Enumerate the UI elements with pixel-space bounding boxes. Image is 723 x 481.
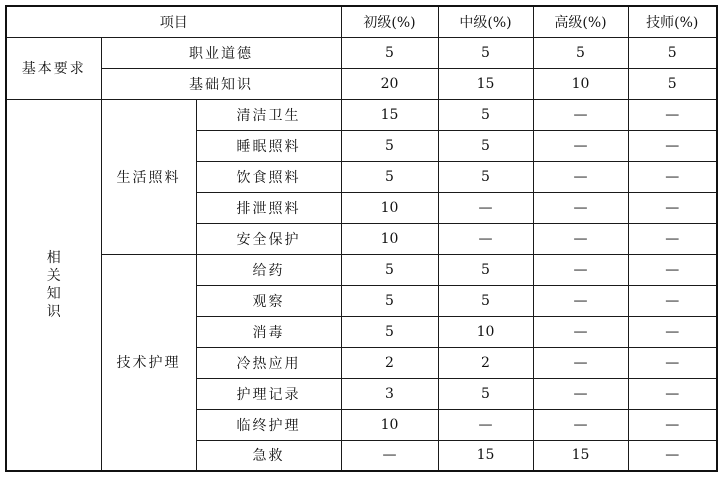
cell-value: — [628,409,717,440]
cell-value: 5 [341,316,438,347]
table-wrapper [5,5,718,472]
cell-value: 5 [438,254,533,285]
cell-value: 3 [341,378,438,409]
cell-value: 15 [341,99,438,130]
table-row [6,68,717,99]
cell-value: 5 [438,99,533,130]
cell-value: — [628,254,717,285]
row-name: 给药 [196,254,341,285]
cell-value: — [628,347,717,378]
cell-value: 5 [438,285,533,316]
cell-value: — [533,130,628,161]
weighting-table [5,5,718,472]
cell-value: 5 [341,254,438,285]
cell-value: 2 [341,347,438,378]
cell-value: — [533,161,628,192]
row-name: 安全保护 [196,223,341,254]
cell-value: — [628,192,717,223]
row-name: 饮食照料 [196,161,341,192]
row-name: 睡眠照料 [196,130,341,161]
cell-value: — [533,316,628,347]
cell-value: 5 [341,161,438,192]
table-row [6,37,717,68]
cell-value: 10 [438,316,533,347]
subgroup-technical-care: 技术护理 [101,254,196,471]
row-name: 急救 [196,440,341,471]
cell-value: — [438,409,533,440]
row-name: 基础知识 [101,68,341,99]
header-row [6,6,717,37]
cell-value: 5 [438,37,533,68]
group-related-knowledge-label: 相关知识 [46,249,61,320]
cell-value: 20 [341,68,438,99]
table-row [6,99,717,130]
cell-value: 5 [341,37,438,68]
cell-value: — [628,130,717,161]
group-basic-requirements: 基本要求 [6,37,101,99]
cell-value: 5 [341,130,438,161]
cell-value: 5 [438,130,533,161]
row-name: 临终护理 [196,409,341,440]
cell-value: — [628,99,717,130]
cell-value: — [533,347,628,378]
row-name: 观察 [196,285,341,316]
cell-value: — [628,223,717,254]
cell-value: 10 [341,409,438,440]
row-name: 清洁卫生 [196,99,341,130]
cell-value: 15 [533,440,628,471]
cell-value: — [533,223,628,254]
cell-value: 10 [533,68,628,99]
cell-value: — [341,440,438,471]
header-level-technician: 技师(%) [628,6,717,37]
cell-value: — [533,285,628,316]
cell-value: 5 [341,285,438,316]
header-level-senior: 高级(%) [533,6,628,37]
cell-value: — [628,378,717,409]
subgroup-daily-care: 生活照料 [101,99,196,254]
cell-value: — [533,99,628,130]
cell-value: — [438,192,533,223]
cell-value: — [533,192,628,223]
cell-value: 2 [438,347,533,378]
row-name: 消毒 [196,316,341,347]
row-name: 护理记录 [196,378,341,409]
header-item: 项目 [6,6,341,37]
cell-value: 5 [438,161,533,192]
cell-value: — [628,285,717,316]
cell-value: 5 [628,37,717,68]
header-level-junior: 初级(%) [341,6,438,37]
cell-value: 5 [628,68,717,99]
row-name: 职业道德 [101,37,341,68]
header-level-intermediate: 中级(%) [438,6,533,37]
cell-value: — [533,409,628,440]
group-related-knowledge [6,99,101,471]
cell-value: — [533,254,628,285]
cell-value: 10 [341,192,438,223]
cell-value: — [438,223,533,254]
cell-value: — [628,440,717,471]
cell-value: 15 [438,68,533,99]
cell-value: — [628,316,717,347]
cell-value: 5 [438,378,533,409]
row-name: 冷热应用 [196,347,341,378]
table-row [6,254,717,285]
cell-value: 10 [341,223,438,254]
cell-value: — [533,378,628,409]
table-body [6,6,717,471]
cell-value: 15 [438,440,533,471]
cell-value: 5 [533,37,628,68]
row-name: 排泄照料 [196,192,341,223]
cell-value: — [628,161,717,192]
